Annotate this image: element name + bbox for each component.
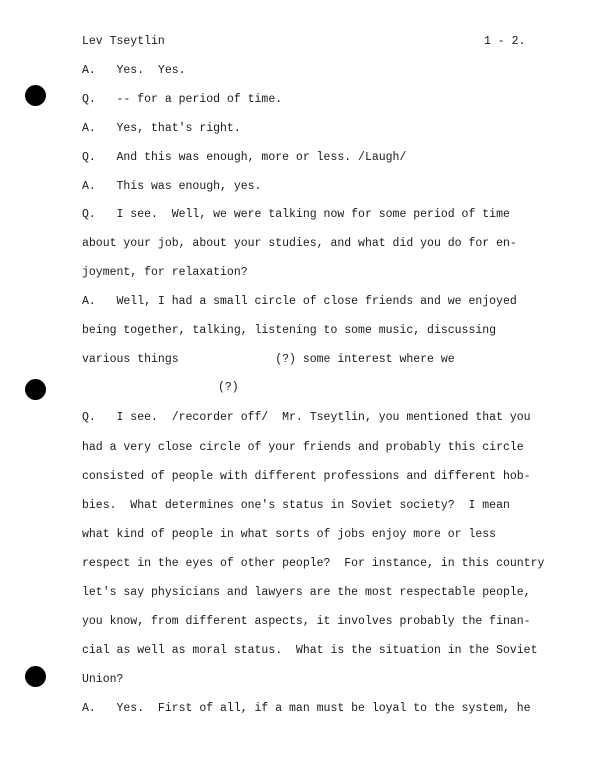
transcript-line: bies. What determines one's status in Soviet society? I mean (82, 499, 510, 512)
punch-hole (25, 379, 46, 400)
transcript-line: consisted of people with different professions and different hob- (82, 470, 531, 483)
transcript-line: Q. And this was enough, more or less. /Laugh/ (82, 151, 407, 164)
transcript-line: A. Yes. First of all, if a man must be loyal to the system, he (82, 702, 531, 715)
transcript-line: cial as well as moral status. What is the situation in the Soviet (82, 644, 538, 657)
transcript-line: A. Yes. Yes. (82, 64, 186, 77)
transcript-line: being together, talking, listening to some music, discussing (82, 324, 497, 337)
transcript-line: joyment, for relaxation? (82, 266, 248, 279)
transcript-line: Q. I see. Well, we were talking now for some period of time (82, 208, 510, 221)
transcript-line: Q. -- for a period of time. (82, 93, 283, 106)
transcript-line: respect in the eyes of other people? For instance, in this country (82, 557, 545, 570)
transcript-line: A. This was enough, yes. (82, 180, 262, 193)
transcript-line: what kind of people in what sorts of jobs enjoy more or less (82, 528, 497, 541)
transcript-line: about your job, about your studies, and what did you do for en- (82, 237, 517, 250)
punch-hole (25, 666, 46, 687)
transcript-line: A. Yes, that's right. (82, 122, 241, 135)
transcript-line: you know, from different aspects, it involves probably the finan- (82, 615, 531, 628)
transcript-line: A. Well, I had a small circle of close friends and we enjoyed (82, 295, 517, 308)
header-interviewee-name: Lev Tseytlin (82, 35, 165, 48)
transcript-line: let's say physicians and lawyers are the most respectable people, (82, 586, 531, 599)
transcript-line: (?) (218, 381, 239, 394)
transcript-line: Union? (82, 673, 124, 686)
transcript-line: Q. I see. /recorder off/ Mr. Tseytlin, you mentioned that you (82, 411, 531, 424)
transcript-line: various things (?) some interest where we (82, 353, 455, 366)
header-page-number: 1 - 2. (484, 35, 526, 48)
punch-hole (25, 85, 46, 106)
transcript-line: had a very close circle of your friends and probably this circle (82, 441, 524, 454)
